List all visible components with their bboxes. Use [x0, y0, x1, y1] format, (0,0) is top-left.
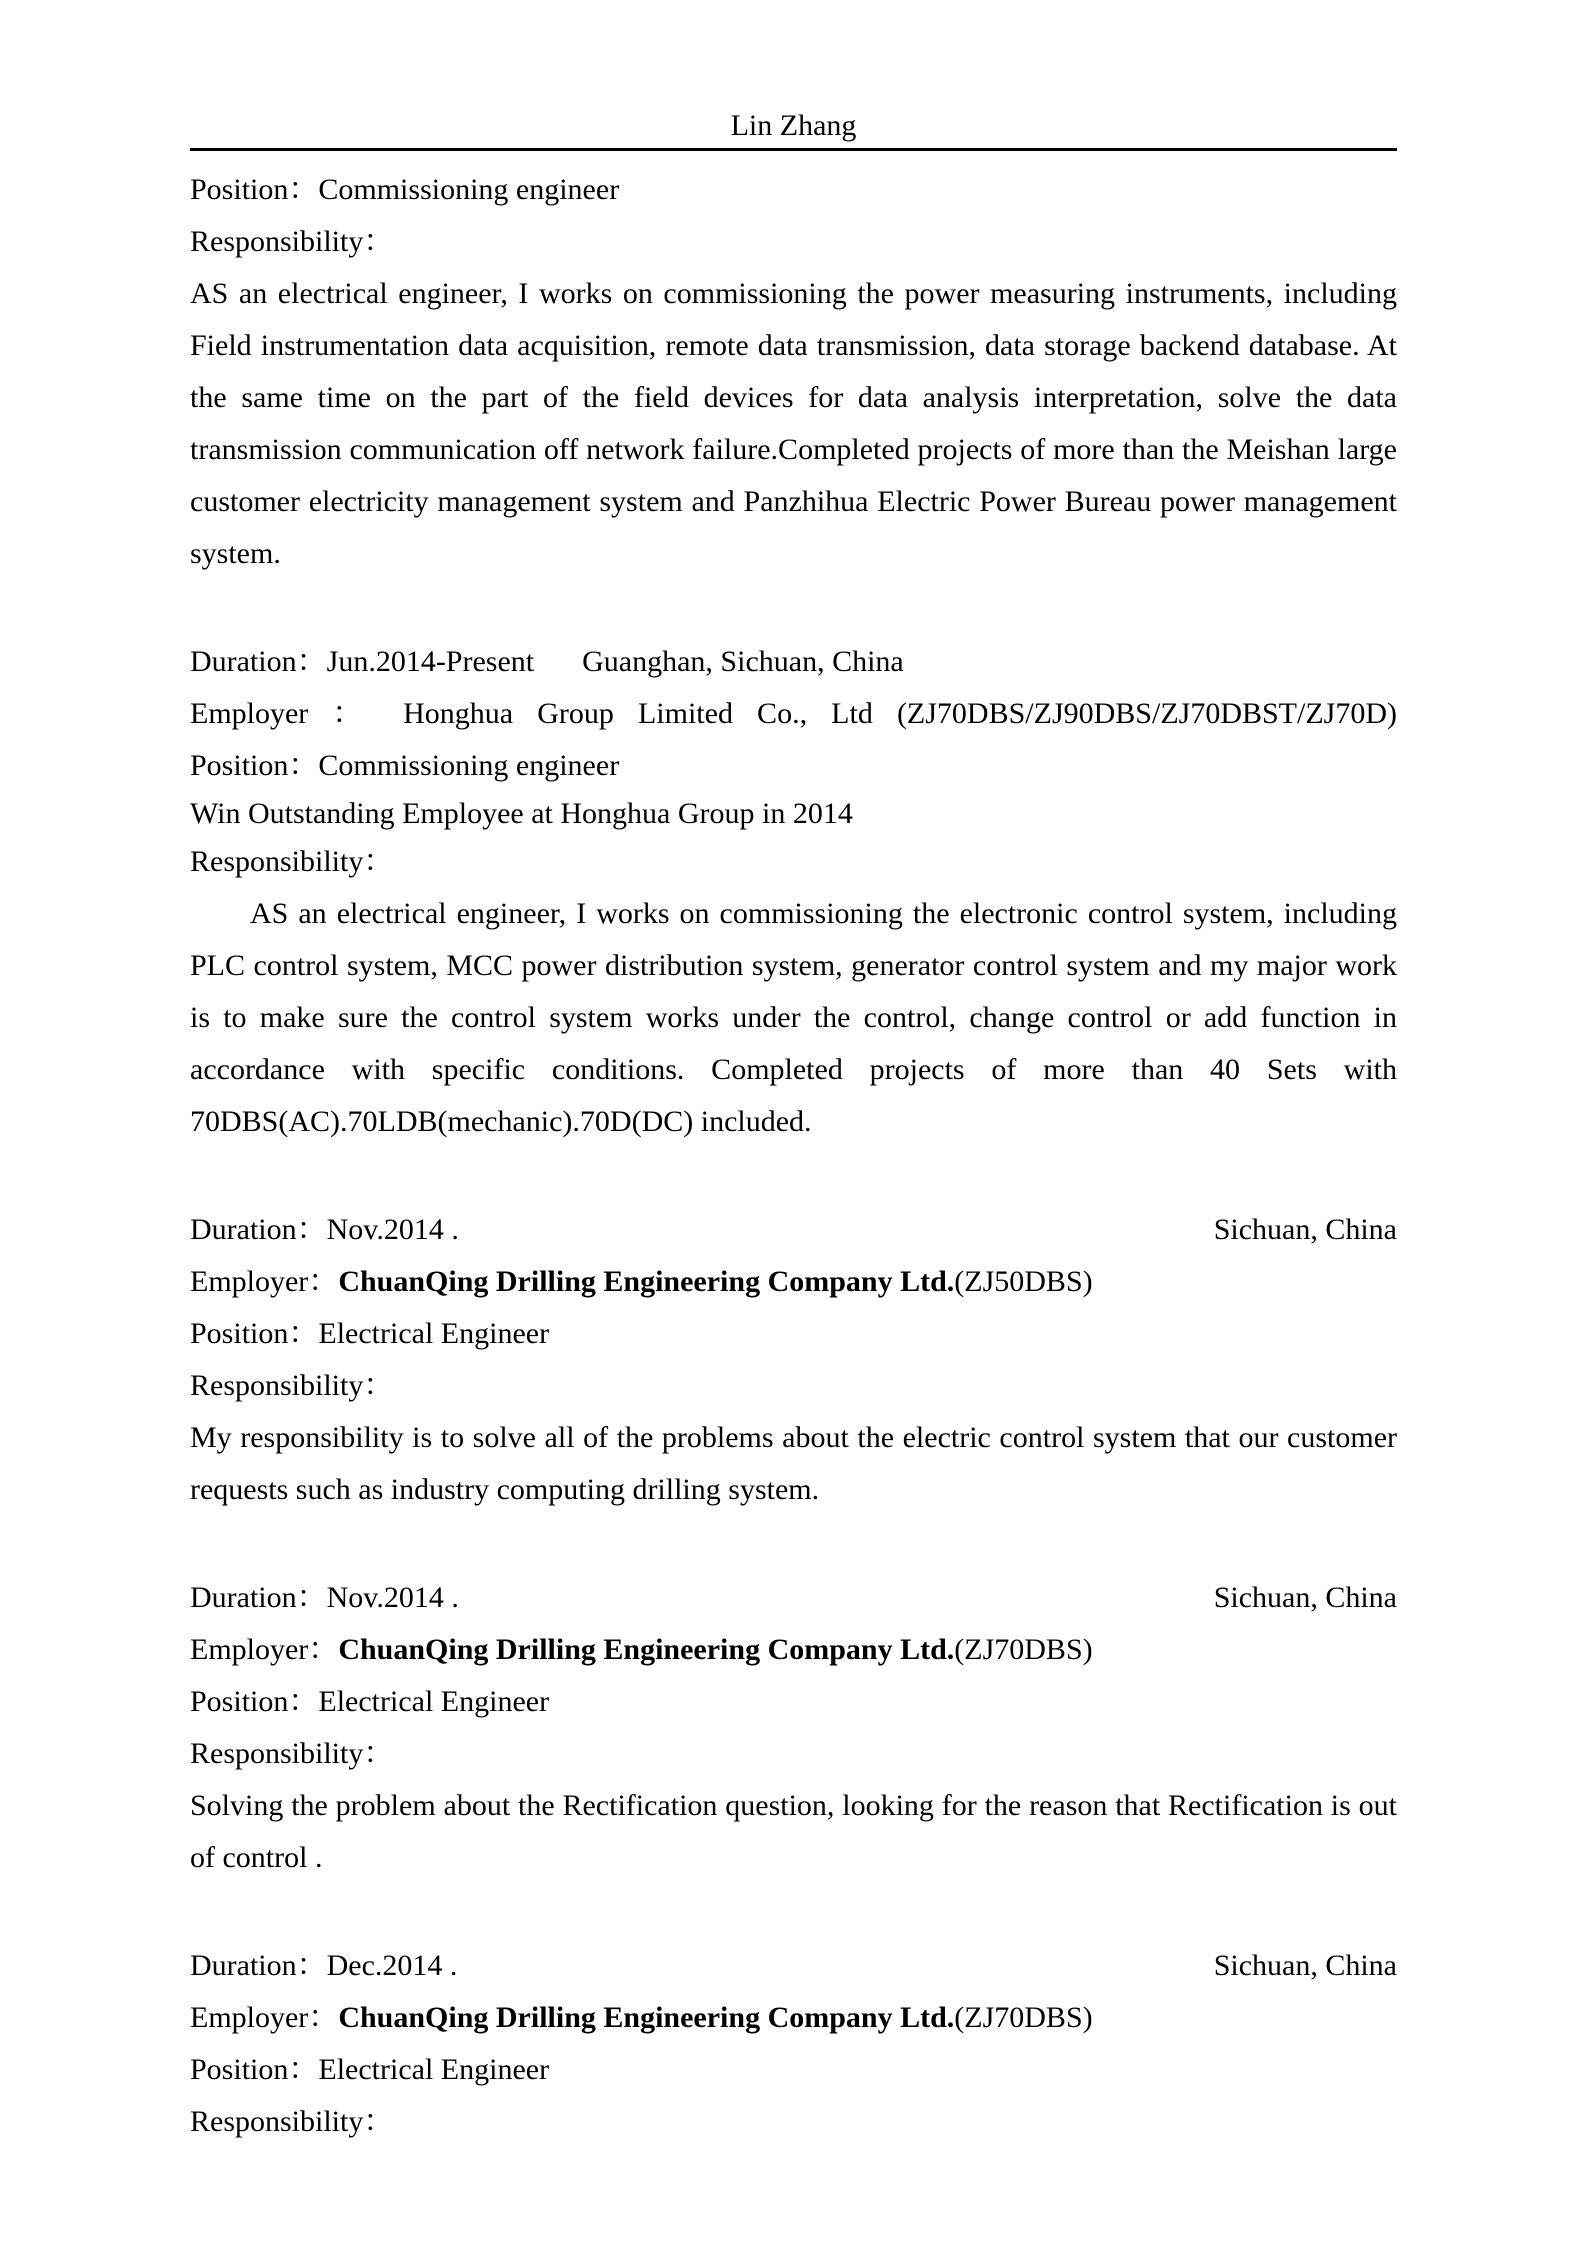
duration-line [190, 636, 1397, 688]
duration-value: Duration：Nov.2014 . [190, 1581, 459, 1614]
employer-line: Employer ： Honghua Group Limited Co., Ltd (ZJ70DBS/ZJ90DBS/ZJ70DBST/ZJ70D) [190, 697, 1397, 730]
position-value: Electrical Engineer [318, 2053, 550, 2086]
responsibility-line [190, 1360, 1397, 1412]
page-header [190, 0, 1397, 151]
responsibility-paragraph: AS an electrical engineer, I works on commissioning the power measuring instruments, including Field instrumentation data acquisition, remote data transmission, data storage backend database. At the same time on the part of the field devices for data analysis interpretation, solve the data transmission communication off network failure.Completed projects of more than the Meishan large customer electricity management system and Panzhihua Electric Power Bureau power management system. [190, 277, 1397, 570]
employer-name: ChuanQing Drilling Engineering Company Ltd. [338, 1265, 955, 1298]
responsibility-line [190, 216, 1397, 268]
position-value: Electrical Engineer [318, 1317, 550, 1350]
responsibility-label: Responsibility： [190, 225, 394, 258]
employer-rig: (ZJ70DBS) [954, 1633, 1093, 1666]
employer-label: Employer： [190, 1633, 339, 1666]
section-gap [190, 1148, 1397, 1204]
duration-line [190, 1572, 1397, 1624]
duration-label: Duration： [190, 1213, 327, 1246]
employer-name: ChuanQing Drilling Engineering Company Ltd. [338, 1633, 955, 1666]
position-label: Position： [190, 749, 319, 782]
responsibility-label: Responsibility： [190, 2105, 394, 2138]
job-section-zj70dbs-nov [190, 1572, 1397, 1884]
employer-rig: (ZJ50DBS) [954, 1265, 1093, 1298]
responsibility-line [190, 2096, 1397, 2148]
section-gap [190, 1516, 1397, 1572]
duration-value: Duration：Nov.2014 . [190, 1213, 459, 1246]
position-label: Position： [190, 1317, 319, 1350]
employer-line [190, 1992, 1397, 2044]
job-section-zj70dbs-dec [190, 1940, 1397, 2148]
employer-line [190, 1256, 1397, 1308]
location-text: Sichuan, China [1213, 1949, 1397, 1982]
position-line [190, 740, 1397, 792]
position-label: Position： [190, 173, 319, 206]
section-gap [190, 1884, 1397, 1940]
duration-value: Duration：Dec.2014 . [190, 1949, 458, 1982]
resume-body [190, 164, 1397, 2148]
duration-label: Duration： [190, 1581, 327, 1614]
employer-label: Employer： [190, 2001, 339, 2034]
section-gap [190, 580, 1397, 636]
responsibility-paragraph: My responsibility is to solve all of the problems about the electric control system that our customer requests such as industry computing drilling system. [190, 1421, 1397, 1506]
responsibility-line [190, 1728, 1397, 1780]
honghua-section [190, 636, 1397, 1148]
responsibility-label: Responsibility： [190, 845, 394, 878]
intro-section [190, 164, 1397, 580]
position-value: Commissioning engineer [318, 749, 620, 782]
duration-line [190, 1204, 1397, 1256]
position-value: Electrical Engineer [318, 1685, 550, 1718]
position-line [190, 1308, 1397, 1360]
award-line: Win Outstanding Employee at Honghua Group in 2014 [190, 797, 853, 830]
position-label: Position： [190, 2053, 319, 2086]
location-text: Sichuan, China [1213, 1213, 1397, 1246]
position-value: Commissioning engineer [318, 173, 620, 206]
responsibility-paragraph: AS an electrical engineer, I works on commissioning the electronic control system, including PLC control system, MCC power distribution system, generator control system and my major work is to make sure the control system works under the control, change control or add function in accordance with specific conditions. Completed projects of more than 40 Sets with 70DBS(AC).70LDB(mechanic).70D(DC) included. [190, 897, 1397, 1138]
location-text: Guanghan, Sichuan, China [582, 645, 904, 678]
responsibility-label: Responsibility： [190, 1369, 394, 1402]
responsibility-paragraph: Solving the problem about the Rectification question, looking for the reason that Rectification is out of control . [190, 1789, 1397, 1874]
position-line [190, 1676, 1397, 1728]
duration-line [190, 1940, 1397, 1992]
page-title: Lin Zhang [730, 109, 857, 142]
employer-name: ChuanQing Drilling Engineering Company Ltd. [338, 2001, 955, 2034]
duration-label: Duration： [190, 645, 327, 678]
employer-rig: (ZJ70DBS) [954, 2001, 1093, 2034]
employer-label: Employer： [190, 1265, 339, 1298]
duration-value: Jun.2014-Present [326, 645, 535, 678]
duration-label: Duration： [190, 1949, 327, 1982]
position-line [190, 164, 1397, 216]
employer-line [190, 1624, 1397, 1676]
position-label: Position： [190, 1685, 319, 1718]
responsibility-label: Responsibility： [190, 1737, 394, 1770]
location-text: Sichuan, China [1213, 1581, 1397, 1614]
job-section-zj50dbs [190, 1204, 1397, 1516]
responsibility-line [190, 836, 1397, 888]
position-line [190, 2044, 1397, 2096]
